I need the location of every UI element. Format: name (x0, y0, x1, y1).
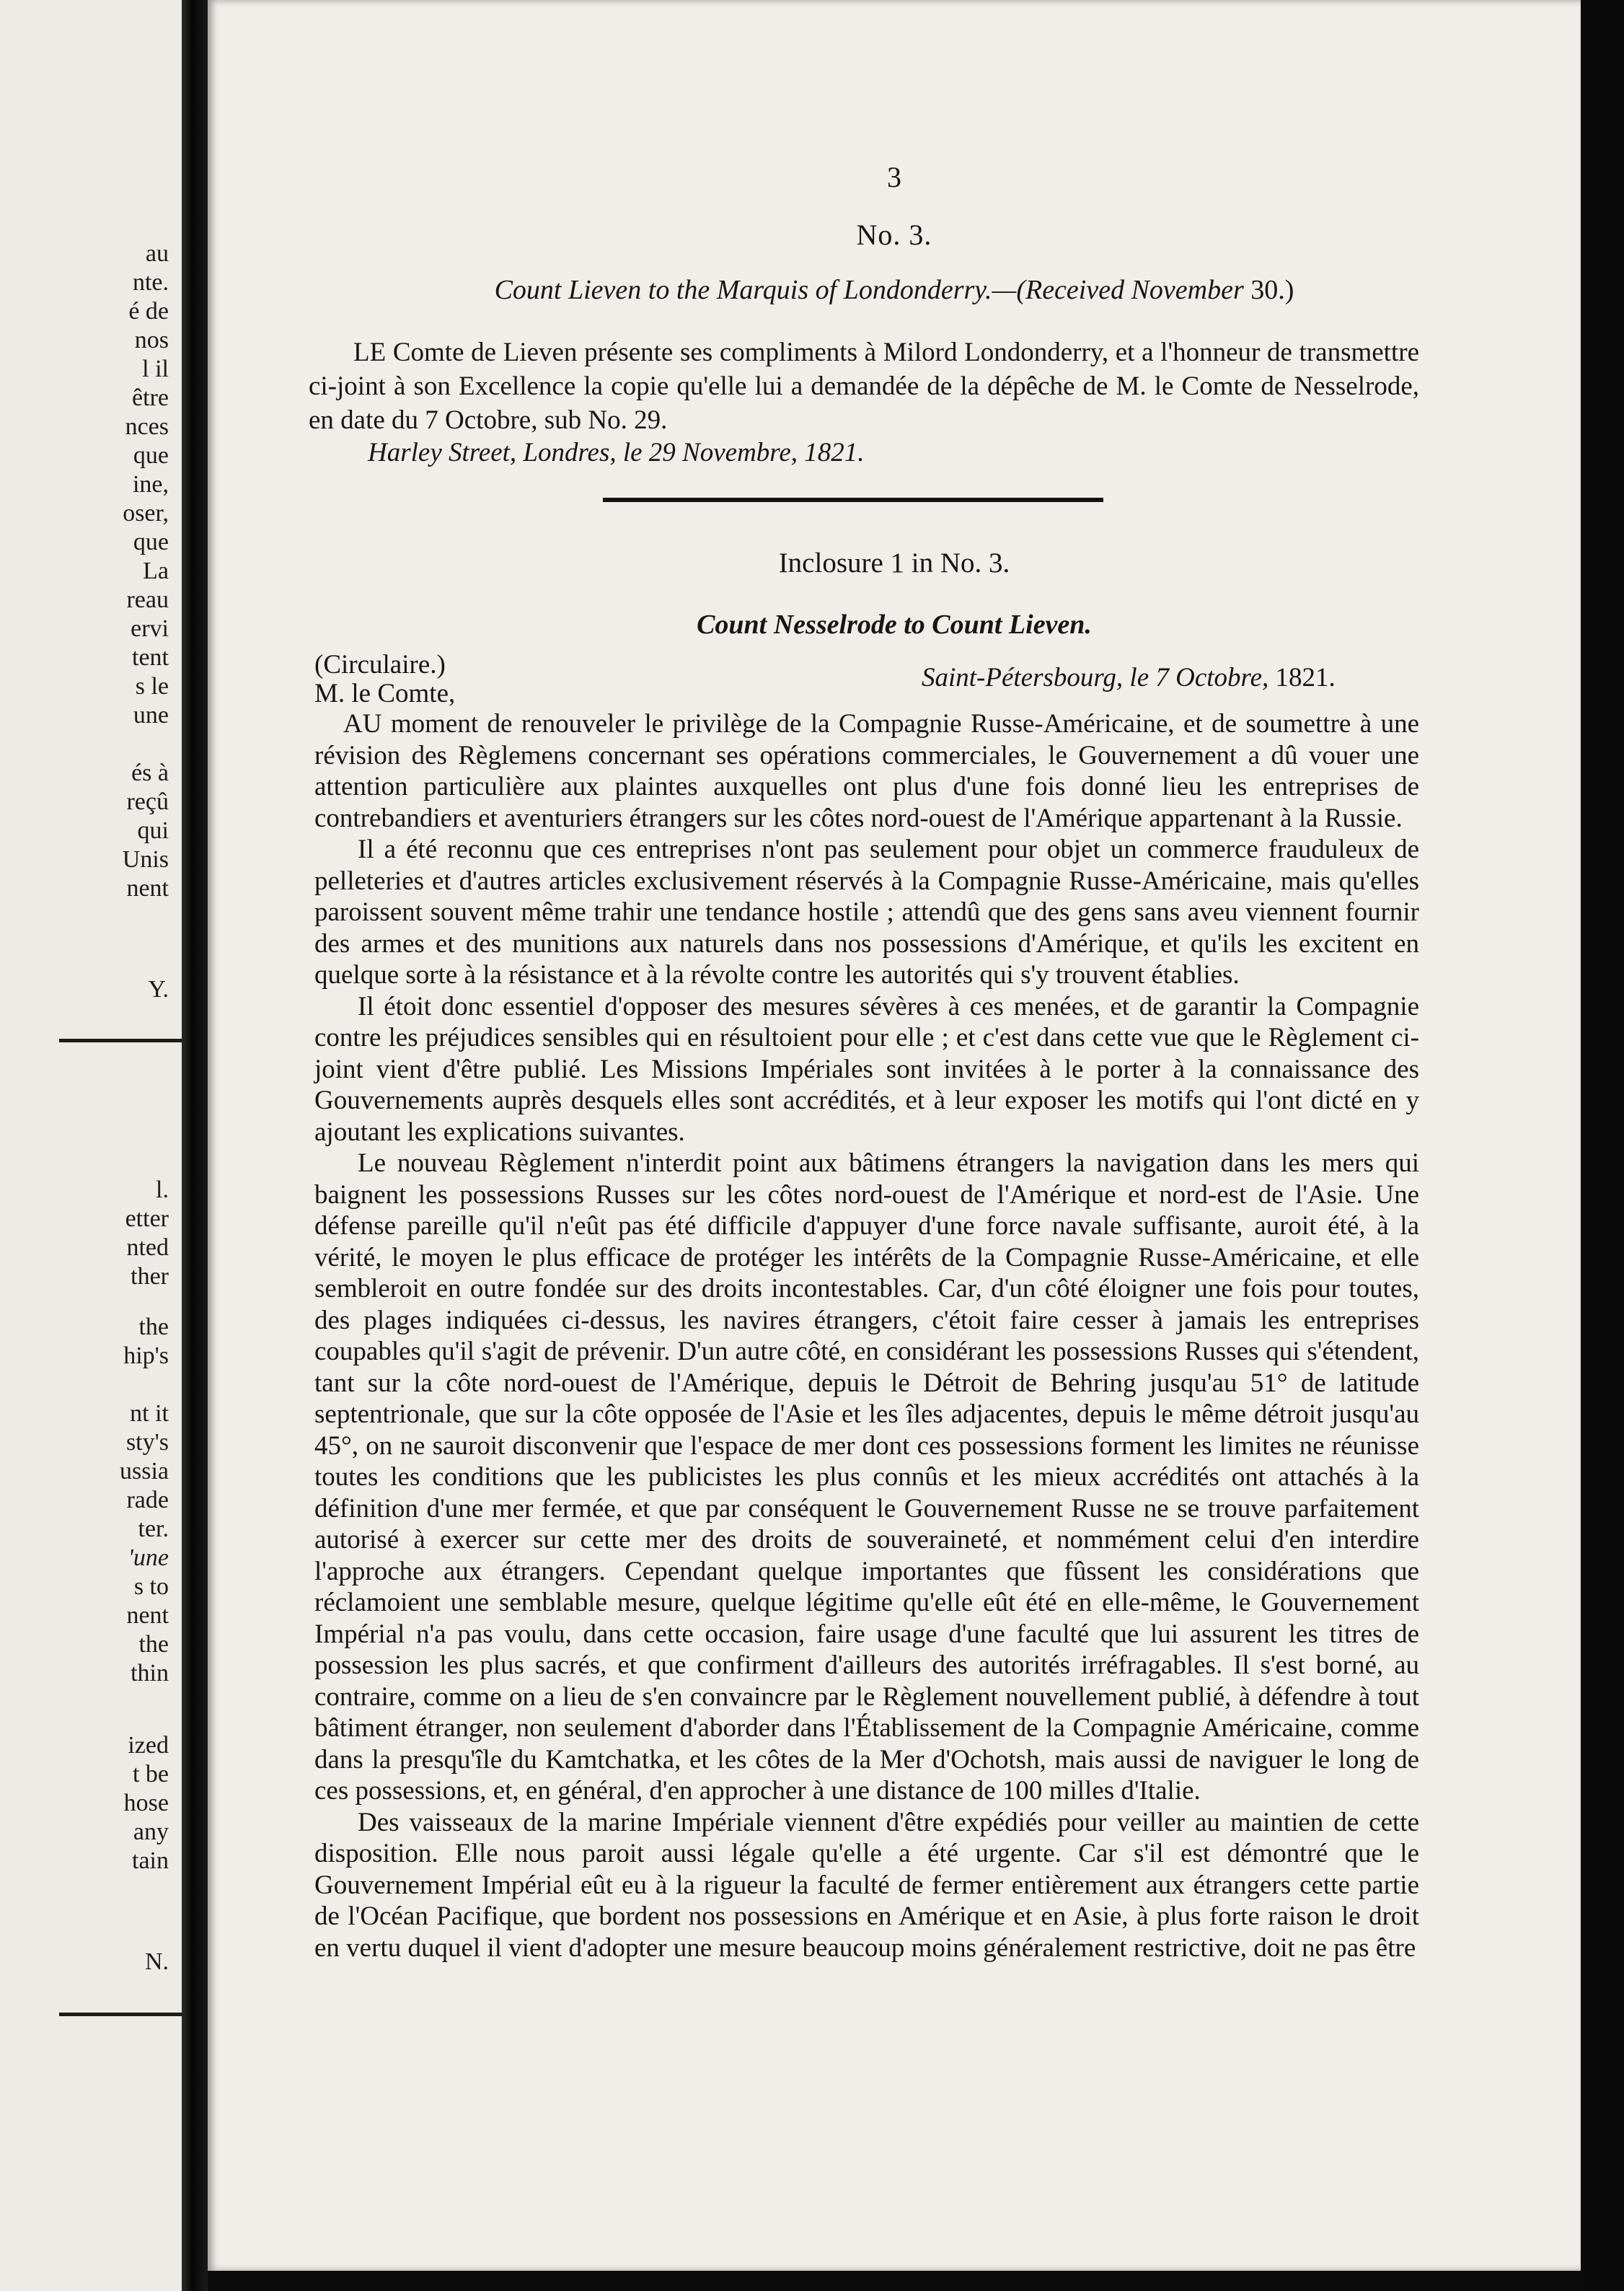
facing-page-word: qui (137, 817, 169, 844)
facing-page-word: t be (132, 1761, 169, 1787)
facing-page-word: oser, (123, 500, 169, 527)
facing-page-rule (59, 1039, 182, 1042)
intro-dateline: Harley Street, Londres, le 29 Novembre, 1821. (368, 438, 865, 467)
letter-body (314, 708, 1419, 1964)
salutation: M. le Comte, (314, 679, 456, 708)
facing-page-word: ther (131, 1263, 169, 1290)
facing-page-word: l il (142, 356, 169, 382)
dateline-place: Saint-Pétersbourg, le 7 Octobre, (922, 663, 1276, 692)
facing-page-rule (59, 2013, 182, 2016)
body-paragraph: AU moment de renouveler le privilège de la Compagnie Russe-Américaine, et de soumettre à une révision des Règlemens concernant ses opérations commerciales, le Gouvernement a dû vouer une attention particulière aux plaintes auxquelles ont plus d'une fois donné lieu les entreprises de contrebandiers et aventuriers étrangers sur les côtes nord-ouest de l'Amérique appartenant à la Russie. (314, 709, 1419, 833)
page-number: 3 (887, 161, 901, 193)
facing-page-word: N. (144, 1948, 169, 1975)
facing-page-word: l. (156, 1177, 169, 1203)
letter-heading: No. 3. (856, 219, 932, 251)
facing-page-word: s to (133, 1573, 169, 1600)
facing-page-word: ine, (132, 471, 169, 498)
facing-page-word: 'une (128, 1544, 169, 1571)
intro-paragraph-text: LE Comte de Lieven présente ses compliments à Milord Londonderry, et a l'honneur de transmettre ci-joint à son Excellence la copie qu'elle lui a demandée de la dépêche de M. le Comte de Nesselrode, en date du 7 Octobre, sub No. 29. (309, 338, 1419, 435)
dateline-year: 1821. (1275, 663, 1336, 692)
facing-page-word: ized (128, 1732, 169, 1759)
letter-subheading (208, 274, 1581, 306)
facing-page-word: és à (131, 760, 169, 786)
facing-page-word: rade (126, 1487, 169, 1513)
facing-page-word: reau (126, 586, 169, 613)
body-paragraph: Le nouveau Règlement n'interdit point aux bâtimens étrangers la navigation dans les mers qui baignent les possessions Russes sur les côtes nord-ouest de l'Amérique et nord-est de l'Asie. Une défense pareille qu'il n'eût pas été difficile d'appuyer d'une force navale suffisante, auroit été, à la vérité, le moyen le plus efficace de protéger les intérêts de la Compagnie Russe-Américaine, et elle sembleroit en outre fondée sur des droits incontestables. Car, d'un côté éloigner une fois pour toutes, des plages indiquées ci-dessus, les navires étrangers, c'étoit faire cesser à jamais les entreprises coupables qu'il s'agit de prévenir. D'un autre côté, en considérant les possessions Russes qui s'étendent, tant sur la côte nord-ouest de l'Amérique, depuis le Détroit de Behring jusqu'au 51° de latitude septentrionale, que sur la côte opposée de l'Asie et les îles adjacentes, depuis le même détroit jusqu'au 45°, on ne sauroit disconvenir que l'espace de mer dont ces possessions forment les limites ne réunisse toutes les conditions que les publicistes les plus connûs et les mieux accrédités ont attachés à la définition d'une mer fermée, et que par conséquent le Gouvernement Russe ne se trouve parfaitement autorisé à exercer sur cette mer des droits de souveraineté, et nommément celui d'en interdire l'approche aux étrangers. Cependant quelque importantes que fûssent les considérations que réclamoient une semblable mesure, quelque légitime qu'elle eût été en elle-même, le Gouvernement Impérial n'a pas voulu, dans cette occasion, faire usage d'une faculté que lui assurent les titres de possession les plus sacrés, et que confirment d'ailleurs des autorités irréfragables. Il s'est borné, au contraire, comme on a lieu de s'en convaincre par le Règlement nouvellement publié, à défendre à tout bâtiment étranger, non seulement d'aborder dans l'Établissement de la Compagnie Américaine, comme dans la presqu'île du Kamtchatka, et les côtes de la Mer d'Ochotsh, mais aussi de naviguer le long de ces possessions, et, en général, d'en approcher à une distance de 100 milles d'Italie. (314, 1148, 1419, 1806)
facing-page-word: au (145, 240, 169, 267)
intro-paragraph (309, 335, 1419, 437)
facing-page-word: sty's (125, 1429, 169, 1456)
facing-page-word: être (132, 384, 169, 411)
facing-page-word: ter. (138, 1516, 169, 1542)
facing-page-word: que (133, 442, 169, 469)
facing-page-word: tain (132, 1847, 169, 1874)
circular-label: (Circulaire.) (314, 650, 446, 680)
facing-page-word: the (138, 1314, 169, 1340)
facing-page-word: Y. (148, 976, 169, 1003)
facing-page-word: nted (126, 1234, 169, 1261)
book-gutter (182, 0, 208, 2291)
facing-page-word: etter (125, 1205, 169, 1232)
facing-page-word: Unis (122, 846, 169, 873)
facing-page-word: ervi (131, 615, 169, 642)
facing-page-word: ussia (120, 1458, 169, 1485)
facing-page-word: nte. (132, 269, 169, 296)
inclosure-subheading: Count Nesselrode to Count Lieven. (697, 610, 1092, 640)
facing-page-word: une (133, 702, 169, 729)
facing-page-word: que (133, 529, 169, 555)
facing-page-word: nos (134, 327, 169, 353)
letter-dateline (922, 662, 1336, 693)
inclosure-heading: Inclosure 1 in No. 3. (778, 548, 1010, 579)
facing-page-word: é de (128, 298, 169, 325)
facing-page-fragment (0, 0, 182, 2291)
facing-page-word: hose (123, 1790, 169, 1816)
facing-page-word: s le (135, 673, 169, 700)
facing-page-word: the (138, 1631, 169, 1658)
facing-page-word: any (133, 1819, 169, 1845)
body-paragraph: Il a été reconnu que ces entreprises n'ont pas seulement pour objet un commerce frauduleux de pelleteries et d'autres articles exclusivement réservés à la Compagnie Russe-Américaine, mais qu'elles paroissent souvent même trahir une tendance hostile ; attendû que des gens sans aveu viennent fournir des armes et des munitions aux naturels dans nos possessions d'Amérique, et qu'ils les excitent en quelque sorte à la résistance et à la révolte contre les autorités qui s'y trouvent établies. (314, 835, 1419, 990)
facing-page-word: La (143, 558, 169, 584)
facing-page-word: tent (132, 644, 169, 671)
facing-page-word: hip's (123, 1342, 169, 1369)
facing-page-word: reçû (126, 788, 169, 815)
body-paragraph: Des vaisseaux de la marine Impériale viennent d'être expédiés pour veiller au maintien de cette disposition. Elle nous paroit aussi légale qu'elle a été urgente. Car s'il est démontré que le Gouvernement Impérial eût eu à la rigueur la faculté de fermer entièrement aux étrangers cette partie de l'Océan Pacifique, que bordent nos possessions en Amérique et en Asie, à plus forte raison le droit en vertu duquel il vient d'adopter une mesure beaucoup moins généralement restrictive, doit ne pas être (314, 1807, 1419, 1963)
document-page (208, 0, 1581, 2271)
scan-border (1581, 0, 1624, 2291)
facing-page-word: nent (126, 1602, 169, 1629)
letter-subheading-text: Count Lieven to the Marquis of Londonderry.—(Received November (494, 275, 1251, 305)
section-divider (603, 498, 1103, 502)
letter-subheading-number: 30.) (1250, 275, 1294, 305)
facing-page-word: nt it (130, 1400, 169, 1427)
body-paragraph: Il étoit donc essentiel d'opposer des mesures sévères à ces menées, et de garantir la Compagnie contre les préjudices sensibles qui en résultoient pour elle ; et c'est dans cette vue que le Règlement ci-joint vient d'être publié. Les Missions Impériales sont invitées à le porter à la connaissance des Gouvernements auprès desquels elles sont accrédités, et à leur exposer les motifs qui l'ont dicté en y ajoutant les explications suivantes. (314, 991, 1419, 1147)
facing-page-word: nent (126, 875, 169, 902)
facing-page-word: thin (131, 1660, 169, 1687)
facing-page-word: nces (125, 413, 169, 440)
